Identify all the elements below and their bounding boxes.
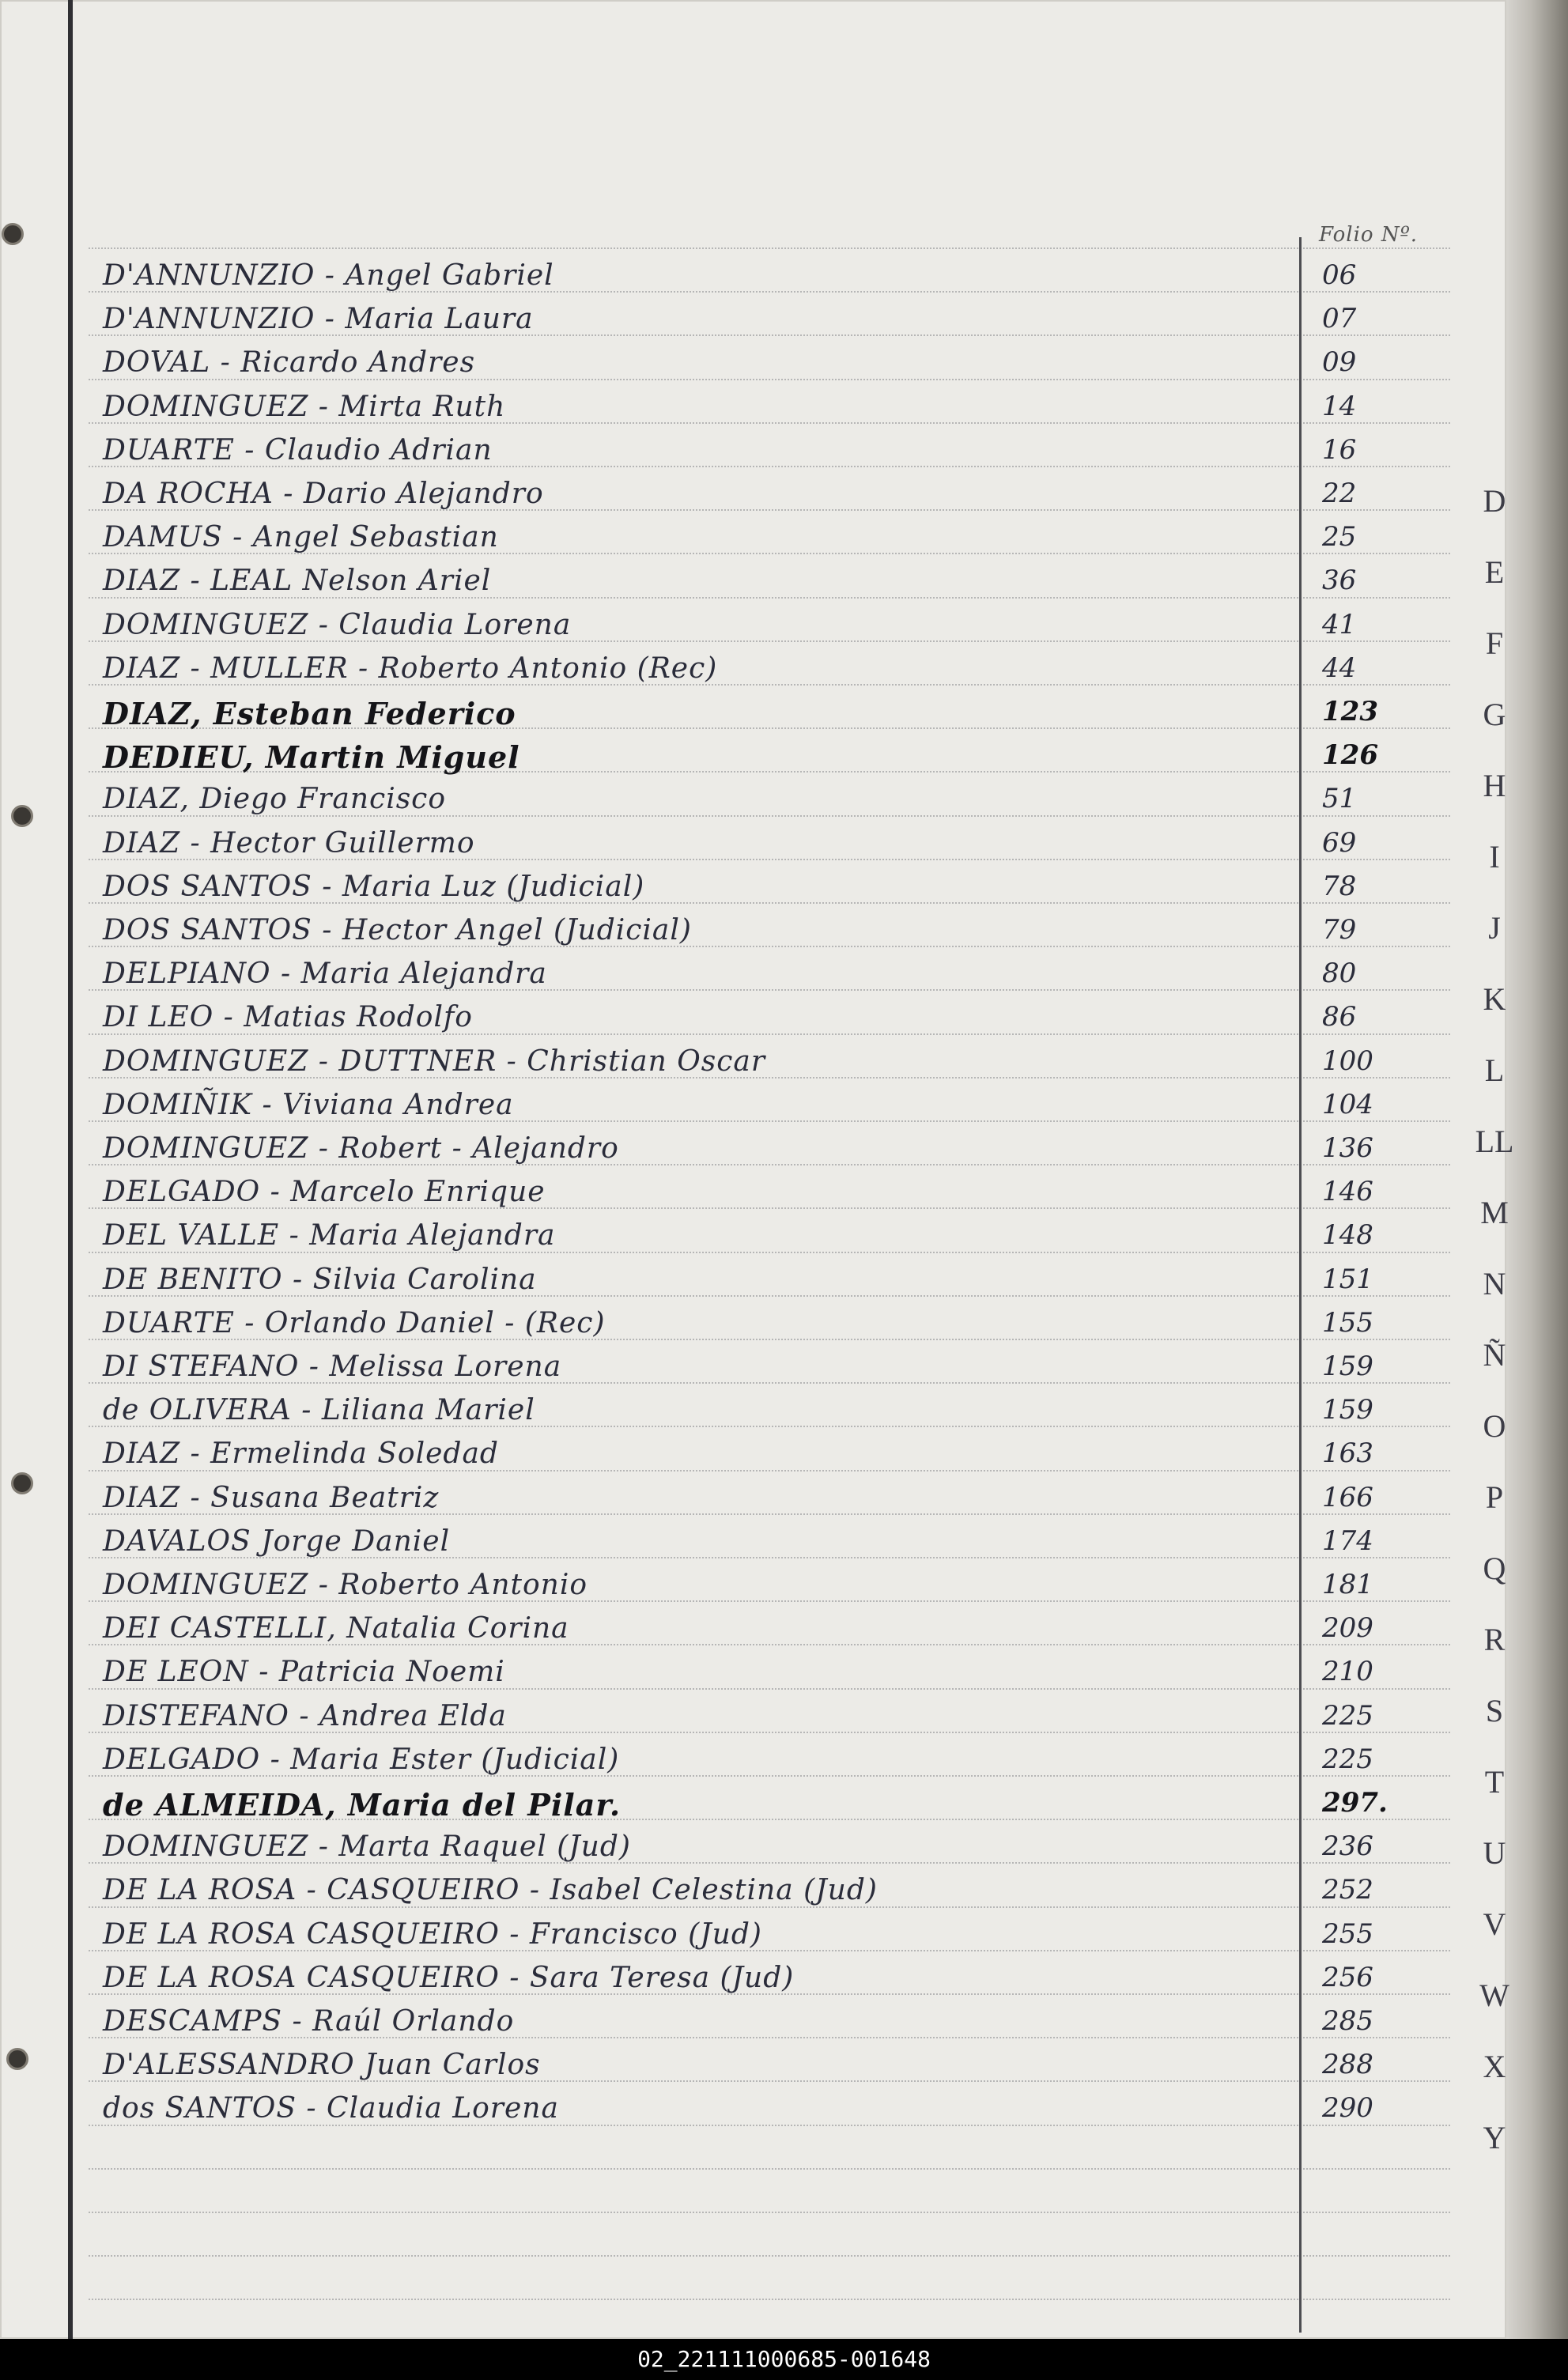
entry-folio-number: 104 bbox=[1322, 1088, 1373, 1120]
index-entry-row bbox=[0, 1826, 1471, 1869]
entry-name: DOS SANTOS - Maria Luz (Judicial) bbox=[103, 870, 645, 903]
index-entry-row bbox=[0, 2087, 1471, 2131]
entry-folio-number: 148 bbox=[1322, 1219, 1373, 1252]
entry-folio-number: 16 bbox=[1322, 433, 1357, 466]
index-tab-letter[interactable]: K bbox=[1483, 981, 1506, 1017]
index-entry-row bbox=[0, 1695, 1471, 1739]
index-tab-letter[interactable]: J bbox=[1488, 910, 1501, 946]
entry-name: DUARTE - Claudio Adrian bbox=[103, 433, 493, 467]
entry-name: DE LA ROSA CASQUEIRO - Francisco (Jud) bbox=[103, 1917, 762, 1951]
index-entry-row bbox=[0, 255, 1471, 298]
alphabet-index-tabs bbox=[1463, 482, 1526, 2155]
index-entry-row bbox=[0, 1215, 1471, 1258]
index-entry-row bbox=[0, 822, 1471, 866]
entry-folio-number: 146 bbox=[1322, 1176, 1373, 1208]
entry-folio-number: 123 bbox=[1322, 696, 1378, 727]
entry-name: DA ROCHA - Dario Alejandro bbox=[103, 478, 544, 510]
entry-name: DOMIÑIK - Viviana Andrea bbox=[103, 1088, 514, 1121]
entry-name: DE BENITO - Silvia Carolina bbox=[103, 1263, 537, 1296]
entry-folio-number: 225 bbox=[1322, 1743, 1373, 1775]
entry-folio-number: 09 bbox=[1322, 346, 1357, 379]
index-tab-letter[interactable]: N bbox=[1483, 1266, 1506, 1301]
index-entry-row bbox=[0, 1521, 1471, 1564]
entry-name: DIAZ - Ermelinda Soledad bbox=[103, 1437, 499, 1471]
index-entry-row bbox=[0, 560, 1471, 603]
entry-name: de OLIVERA - Liliana Mariel bbox=[103, 1394, 535, 1427]
index-entry-row bbox=[0, 1302, 1471, 1346]
index-entry-row bbox=[0, 1346, 1471, 1389]
entry-name: DOMINGUEZ - Mirta Ruth bbox=[103, 390, 506, 423]
index-tab-letter[interactable]: Q bbox=[1483, 1551, 1506, 1586]
index-tab-letter[interactable]: Y bbox=[1483, 2120, 1506, 2155]
entry-name: DOS SANTOS - Hector Angel (Judicial) bbox=[103, 914, 692, 946]
entry-folio-number: 210 bbox=[1322, 1656, 1373, 1688]
entry-name: DEL VALLE - Maria Alejandra bbox=[103, 1219, 556, 1252]
entry-name: DISTEFANO - Andrea Elda bbox=[103, 1699, 507, 1732]
entry-name: DAMUS - Angel Sebastian bbox=[103, 521, 499, 554]
index-entry-row bbox=[0, 1869, 1471, 1913]
index-entry-row bbox=[0, 298, 1471, 342]
entry-name: DEDIEU, Martin Miguel bbox=[103, 739, 520, 776]
entry-folio-number: 79 bbox=[1322, 914, 1357, 946]
index-entry-row bbox=[0, 1607, 1471, 1651]
entry-name: D'ANNUNZIO - Maria Laura bbox=[103, 303, 534, 336]
entry-name: DOVAL - Ricardo Andres bbox=[103, 346, 476, 380]
index-entry-row bbox=[0, 648, 1471, 691]
index-entry-row bbox=[0, 2044, 1471, 2087]
index-entry-row bbox=[0, 1084, 1471, 1128]
entry-name: de ALMEIDA, Maria del Pilar. bbox=[103, 1787, 622, 1823]
entry-folio-number: 174 bbox=[1322, 1524, 1373, 1557]
entry-name: DEI CASTELLI, Natalia Corina bbox=[103, 1612, 569, 1645]
entry-folio-number: 166 bbox=[1322, 1481, 1373, 1513]
entry-folio-number: 163 bbox=[1322, 1437, 1373, 1470]
entry-folio-number: 78 bbox=[1322, 870, 1357, 902]
entry-name: DELGADO - Maria Ester (Judicial) bbox=[103, 1743, 620, 1776]
index-entry-row bbox=[0, 1128, 1471, 1171]
entry-name: DIAZ - LEAL Nelson Ariel bbox=[103, 565, 492, 598]
folio-column-header: Folio Nº. bbox=[1319, 223, 1419, 247]
index-entry-row bbox=[0, 909, 1471, 953]
index-entry-row bbox=[0, 1957, 1471, 2000]
entry-name: DESCAMPS - Raúl Orlando bbox=[103, 2005, 515, 2038]
entry-folio-number: 100 bbox=[1322, 1045, 1373, 1077]
entry-folio-number: 25 bbox=[1322, 521, 1357, 553]
index-tab-letter[interactable]: X bbox=[1483, 2049, 1506, 2084]
entry-name: DOMINGUEZ - Robert - Alejandro bbox=[103, 1132, 619, 1165]
entry-name: dos SANTOS - Claudia Lorena bbox=[103, 2092, 559, 2125]
index-entry-row bbox=[0, 429, 1471, 473]
index-entry-row bbox=[0, 1477, 1471, 1521]
entry-name: D'ANNUNZIO - Angel Gabriel bbox=[103, 259, 554, 292]
index-tab-letter[interactable]: G bbox=[1483, 697, 1506, 732]
index-entry-row bbox=[0, 1041, 1471, 1084]
index-entry-row bbox=[0, 778, 1471, 822]
entry-folio-number: 86 bbox=[1322, 1001, 1357, 1033]
entry-folio-number: 252 bbox=[1322, 1874, 1373, 1906]
entry-folio-number: 209 bbox=[1322, 1612, 1373, 1645]
index-entry-row bbox=[0, 1739, 1471, 1782]
index-tab-letter[interactable]: I bbox=[1489, 839, 1500, 875]
index-tab-letter[interactable]: P bbox=[1485, 1479, 1504, 1515]
entry-name: DELPIANO - Maria Alejandra bbox=[103, 958, 547, 991]
index-entry-row bbox=[0, 996, 1471, 1040]
entry-name: DI LEO - Matias Rodolfo bbox=[103, 1001, 473, 1034]
entry-folio-number: 181 bbox=[1322, 1569, 1373, 1600]
entry-name: DUARTE - Orlando Daniel - (Rec) bbox=[103, 1306, 606, 1339]
entry-folio-number: 06 bbox=[1322, 259, 1357, 291]
index-tab-letter[interactable]: LL bbox=[1475, 1124, 1514, 1159]
entry-folio-number: 288 bbox=[1322, 2049, 1373, 2081]
index-entry-row bbox=[0, 473, 1471, 516]
entry-folio-number: 69 bbox=[1322, 826, 1357, 859]
index-tab-letter[interactable]: D bbox=[1483, 483, 1506, 519]
entry-folio-number: 297. bbox=[1322, 1787, 1388, 1819]
entry-folio-number: 41 bbox=[1322, 608, 1357, 640]
entry-folio-number: 256 bbox=[1322, 1961, 1373, 1993]
index-entry-row bbox=[0, 1651, 1471, 1694]
entry-name: DE LA ROSA - CASQUEIRO - Isabel Celestina (Jud) bbox=[103, 1874, 878, 1907]
index-entry-row bbox=[0, 516, 1471, 560]
entry-name: DI STEFANO - Melissa Lorena bbox=[103, 1351, 562, 1383]
index-tab-letter[interactable]: L bbox=[1484, 1052, 1505, 1088]
index-entry-row bbox=[0, 1259, 1471, 1302]
entry-folio-number: 285 bbox=[1322, 2005, 1373, 2037]
entry-folio-number: 225 bbox=[1322, 1699, 1373, 1732]
entry-name: DELGADO - Marcelo Enrique bbox=[103, 1176, 546, 1209]
index-entry-row bbox=[0, 735, 1471, 778]
index-tab-letter[interactable]: W bbox=[1479, 1978, 1509, 2013]
entry-folio-number: 36 bbox=[1322, 565, 1357, 597]
entry-name: DOMINGUEZ - Marta Raquel (Jud) bbox=[103, 1830, 631, 1864]
entry-name: DE LEON - Patricia Noemi bbox=[103, 1656, 505, 1689]
entry-folio-number: 14 bbox=[1322, 390, 1357, 422]
entry-folio-number: 159 bbox=[1322, 1351, 1373, 1382]
image-id-caption: 02_221111000685-001648 bbox=[0, 2339, 1568, 2380]
index-entry-row bbox=[0, 1171, 1471, 1215]
index-tab-letter[interactable]: S bbox=[1485, 1693, 1504, 1728]
index-tab-letter[interactable]: V bbox=[1483, 1906, 1506, 1942]
entry-folio-number: 236 bbox=[1322, 1830, 1373, 1863]
entry-name: DE LA ROSA CASQUEIRO - Sara Teresa (Jud) bbox=[103, 1961, 795, 1994]
entry-name: DIAZ - Susana Beatriz bbox=[103, 1481, 440, 1514]
index-entry-row bbox=[0, 1913, 1471, 1957]
index-entry-row bbox=[0, 1782, 1471, 1826]
index-entry-row bbox=[0, 2000, 1471, 2044]
entry-name: DOMINGUEZ - DUTTNER - Christian Oscar bbox=[103, 1045, 766, 1078]
entry-folio-number: 22 bbox=[1322, 478, 1357, 509]
entry-folio-number: 51 bbox=[1322, 783, 1357, 815]
entry-name: DIAZ, Esteban Federico bbox=[103, 696, 516, 731]
entry-name: DOMINGUEZ - Roberto Antonio bbox=[103, 1569, 588, 1601]
entry-folio-number: 255 bbox=[1322, 1917, 1373, 1950]
entry-folio-number: 151 bbox=[1322, 1263, 1373, 1295]
index-tab-letter[interactable]: T bbox=[1484, 1764, 1505, 1800]
entry-folio-number: 80 bbox=[1322, 958, 1357, 990]
entry-folio-number: 44 bbox=[1322, 652, 1357, 684]
index-tab-letter[interactable]: F bbox=[1485, 625, 1504, 661]
index-entry-row bbox=[0, 386, 1471, 429]
index-tab-letter[interactable]: M bbox=[1480, 1195, 1509, 1230]
entry-folio-number: 155 bbox=[1322, 1306, 1373, 1339]
entry-name: DAVALOS Jorge Daniel bbox=[103, 1524, 451, 1558]
entry-folio-number: 07 bbox=[1322, 303, 1357, 335]
index-entry-row bbox=[0, 342, 1471, 385]
entry-folio-number: 126 bbox=[1322, 739, 1378, 772]
index-entry-row bbox=[0, 1564, 1471, 1607]
index-tab-letter[interactable]: U bbox=[1483, 1835, 1506, 1871]
index-tab-letter[interactable]: E bbox=[1484, 554, 1505, 590]
index-tab-letter[interactable]: Ñ bbox=[1483, 1337, 1506, 1373]
index-tab-letter[interactable]: R bbox=[1483, 1622, 1506, 1657]
entry-name: DIAZ - MULLER - Roberto Antonio (Rec) bbox=[103, 652, 718, 685]
entry-folio-number: 290 bbox=[1322, 2092, 1373, 2125]
entry-name: DIAZ, Diego Francisco bbox=[103, 783, 447, 816]
index-entry-row bbox=[0, 604, 1471, 648]
entry-folio-number: 136 bbox=[1322, 1132, 1373, 1164]
entry-name: D'ALESSANDRO Juan Carlos bbox=[103, 2049, 541, 2082]
entry-name: DOMINGUEZ - Claudia Lorena bbox=[103, 608, 572, 641]
index-tab-letter[interactable]: H bbox=[1483, 768, 1506, 803]
index-entry-row bbox=[0, 1389, 1471, 1433]
index-tab-letter[interactable]: O bbox=[1483, 1408, 1506, 1444]
index-entry-row bbox=[0, 691, 1471, 735]
index-entry-row bbox=[0, 866, 1471, 909]
entry-name: DIAZ - Hector Guillermo bbox=[103, 826, 475, 859]
index-entry-row bbox=[0, 953, 1471, 996]
index-entry-row bbox=[0, 1433, 1471, 1476]
entry-folio-number: 159 bbox=[1322, 1394, 1373, 1426]
